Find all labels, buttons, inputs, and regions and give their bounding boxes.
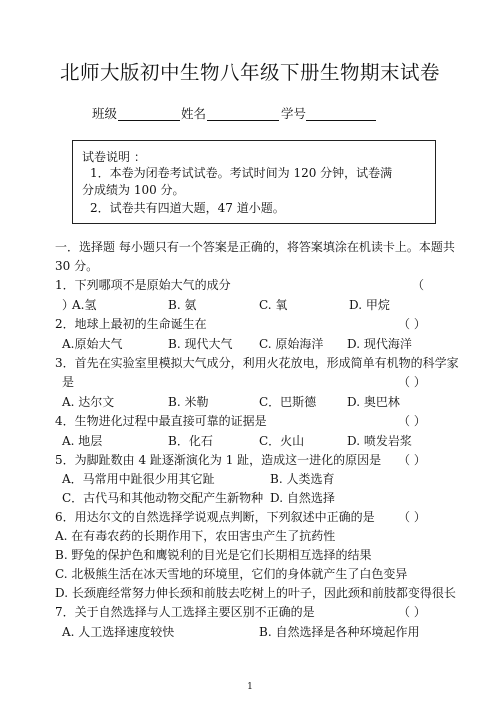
question-2-stem: 2．地球上最初的生命诞生在 — [55, 317, 207, 331]
name-blank[interactable] — [207, 120, 279, 121]
question-7-option-b: B. 自然选择是各种环境起作用 — [259, 625, 420, 639]
notice-line-2: 2．试卷共有四道大题，47 道小题。 — [90, 201, 285, 215]
question-3-option-c: C．巴斯德 — [259, 395, 317, 409]
question-4-stem: 4．生物进化过程中最直接可靠的证据是 — [55, 414, 267, 428]
question-4-option-c: C．火山 — [259, 434, 305, 448]
question-7-option-a: A. 人工选择速度较快 — [62, 625, 175, 639]
question-5-stem: 5．为脚趾数由 4 趾逐渐演化为 1 趾，造成这一进化的原因是 — [55, 453, 382, 467]
question-5-option-a: A．马常用中趾很少用其它趾 — [62, 472, 215, 486]
notice-line-1-cont: 分成绩为 100 分。 — [82, 183, 185, 197]
page-title: 北师大版初中生物八年级下册生物期末试卷 — [59, 61, 440, 84]
question-1-option-c: C. 氧 — [259, 298, 288, 312]
question-7-paren: （ ） — [398, 605, 426, 619]
question-6-paren: （ ） — [398, 510, 426, 524]
section-heading: 一．选择题 每小题只有一个答案是正确的，将答案填涂在机读卡上。本题共 — [55, 240, 455, 254]
question-2-option-b: B. 现代大气 — [168, 337, 233, 351]
question-3-stem-cont: 是 — [62, 375, 75, 389]
question-7-stem: 7．关于自然选择与人工选择主要区别不正确的是 — [55, 605, 315, 619]
notice-heading: 试卷说明 ： — [82, 150, 146, 164]
question-5-option-d: D. 自然选择 — [270, 491, 335, 505]
question-1-option-a: A.氢 — [72, 298, 97, 312]
question-2-option-c: C. 原始海洋 — [259, 337, 324, 351]
question-4-paren: （ ） — [398, 414, 426, 428]
class-blank[interactable] — [118, 120, 180, 121]
question-3-option-a: A. 达尔文 — [62, 395, 115, 409]
question-1-stem: 1．下列哪项不是原始大气的成分 — [55, 278, 231, 292]
question-6-stem: 6．用达尔文的自然选择学说观点判断，下列叙述中正确的是 — [55, 510, 375, 524]
question-4-option-a: A. 地层 — [62, 434, 103, 448]
question-6-option-c: C. 北极熊生活在冰天雪地的环境里，它们的身体就产生了白色变异 — [55, 567, 408, 581]
id-blank[interactable] — [306, 120, 376, 121]
question-3-option-d: D. 奥巴林 — [347, 395, 400, 409]
question-3-option-b: B. 米勒 — [168, 395, 209, 409]
question-4-option-b: B．化石 — [168, 434, 213, 448]
name-label: 姓名 — [181, 106, 207, 121]
question-6-option-b: B. 野兔的保护色和鹰锐利的目光是它们长期相互选择的结果 — [55, 548, 372, 562]
question-1-option-d: D. 甲烷 — [349, 298, 390, 312]
question-5-paren: （ ） — [398, 453, 426, 467]
question-2-option-d: D. 现代海洋 — [347, 337, 412, 351]
question-5-option-c: C．古代马和其他动物交配产生新物种 — [62, 491, 264, 505]
question-2-option-a: A.原始大气 — [62, 337, 123, 351]
id-label: 学号 — [281, 106, 307, 121]
class-label: 班级 — [92, 106, 118, 121]
question-3-paren: （ ） — [398, 375, 426, 389]
question-5-option-b: B. 人类选育 — [270, 472, 335, 486]
question-2-paren: （ ） — [398, 317, 426, 331]
notice-line-1: 1．本卷为闭卷考试试卷。考试时间为 120 分钟，试卷满 — [90, 166, 393, 180]
question-6-option-d: D. 长颈鹿经常努力伸长颈和前肢去吃树上的叶子，因此颈和前肢都变得很长 — [55, 586, 456, 600]
question-1-paren-open: （ — [412, 278, 425, 292]
question-1-option-b: B. 氨 — [168, 298, 197, 312]
question-3-stem: 3．首先在实验室里模拟大气成分，利用火花放电，形成简单有机物的科学家 — [55, 356, 459, 370]
question-6-option-a: A. 在有毒农药的长期作用下，农田害虫产生了抗药性 — [55, 529, 336, 543]
question-4-option-d: D. 喷发岩浆 — [347, 434, 412, 448]
page-number: 1 — [247, 682, 253, 692]
question-1-paren-close: ） — [62, 298, 75, 312]
section-heading-cont: 30 分。 — [55, 259, 99, 273]
